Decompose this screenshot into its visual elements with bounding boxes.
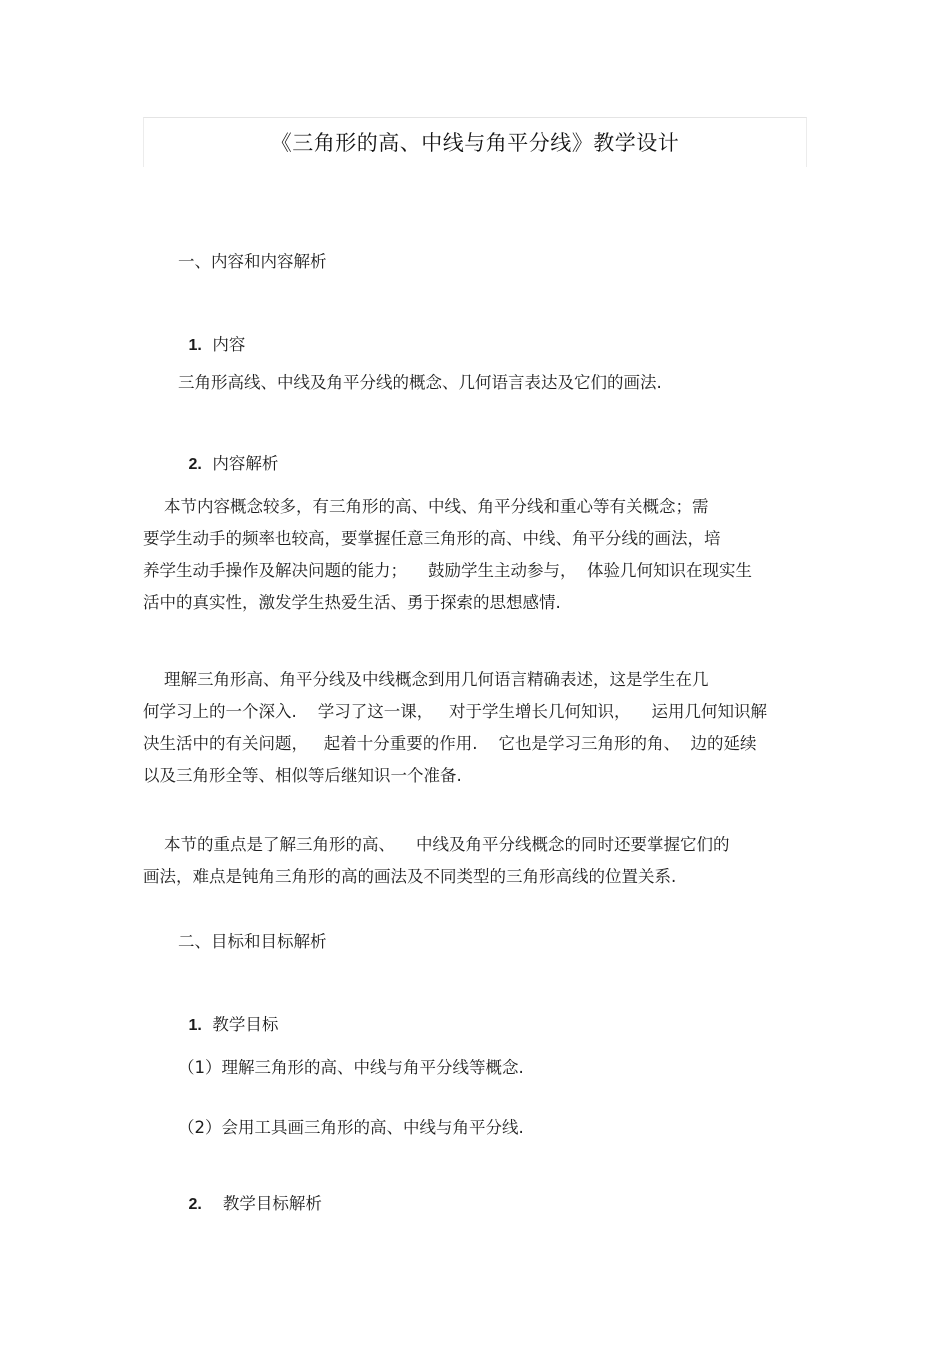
paragraph-1 [143, 496, 808, 624]
section-2-heading: 二、目标和目标解析 [178, 932, 327, 951]
content-text: 三角形高线、中线及角平分线的概念、几何语言表达及它们的画法. [178, 373, 662, 392]
paragraph-line: 理解三角形高、角平分线及中线概念到用几何语言精确表述，这是学生在几 [143, 670, 709, 689]
paragraph-line: 本节内容概念较多，有三角形的高、中线、角平分线和重心等有关概念；需 [143, 497, 709, 516]
subsection-number: 1. [188, 337, 202, 354]
paragraph-line: 何学习上的一个深入. 学习了这一课， 对于学生增长几何知识， 运用几何知识解 [143, 702, 767, 721]
paragraph-line: 本节的重点是了解三角形的高、 中线及角平分线概念的同时还要掌握它们的 [143, 835, 730, 854]
goal-item-2: （2）会用工具画三角形的高、中线与角平分线. [178, 1118, 524, 1137]
subsection-number: 2. [188, 456, 202, 473]
subsection-1-2 [178, 431, 278, 476]
paragraph-line: 画法，难点是钝角三角形的高的画法及不同类型的三角形高线的位置关系. [143, 867, 677, 886]
paragraph-2 [143, 669, 808, 797]
subsection-label: 教学目标 [212, 1015, 279, 1034]
paragraph-line: 养学生动手操作及解决问题的能力； 鼓励学生主动参与， 体验几何知识在现实生 [143, 561, 752, 580]
paragraph-3 [143, 834, 808, 898]
subsection-label: 教学目标解析 [222, 1194, 322, 1213]
subsection-label: 内容解析 [212, 454, 279, 473]
document-title: 《三角形的高、中线与角平分线》教学设计 [270, 131, 680, 155]
subsection-2-2 [178, 1171, 322, 1216]
title-frame [143, 117, 807, 167]
goal-item-1: （1）理解三角形的高、中线与角平分线等概念. [178, 1058, 524, 1077]
subsection-number: 2. [188, 1196, 202, 1213]
subsection-number: 1. [188, 1017, 202, 1034]
subsection-label: 内容 [212, 335, 246, 354]
paragraph-line: 要学生动手的频率也较高，要掌握任意三角形的高、中线、角平分线的画法，培 [143, 529, 721, 548]
section-1-heading: 一、内容和内容解析 [178, 252, 327, 271]
paragraph-line: 以及三角形全等、相似等后继知识一个准备. [143, 766, 462, 785]
paragraph-line: 活中的真实性，激发学生热爱生活、勇于探索的思想感情. [143, 593, 561, 612]
subsection-2-1 [178, 992, 278, 1037]
paragraph-line: 决生活中的有关问题， 起着十分重要的作用. 它也是学习三角形的角、 边的延续 [143, 734, 757, 753]
subsection-1-1 [178, 312, 245, 357]
